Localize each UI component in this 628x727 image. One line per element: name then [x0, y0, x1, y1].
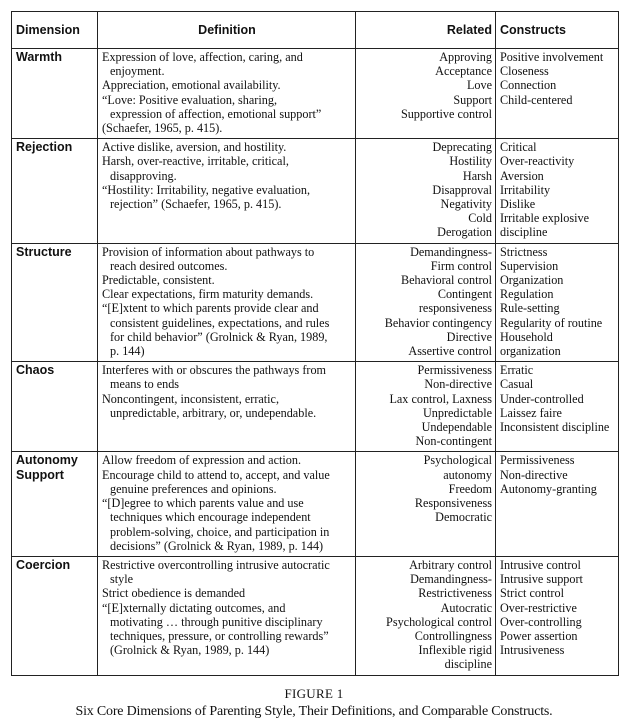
construct-term: Connection	[500, 78, 557, 93]
definition-line: Interferes with or obscures the pathways from	[102, 363, 327, 378]
related-term: Restrictiveness	[418, 586, 492, 601]
related-term: autonomy	[443, 467, 492, 482]
table-row	[12, 243, 619, 362]
construct-term: Dislike	[500, 197, 536, 212]
construct-term: Household organization	[500, 329, 561, 359]
related-term: Freedom	[448, 481, 492, 496]
header-definition: Definition	[98, 12, 356, 49]
dimension-cell	[12, 556, 98, 675]
related-term: Support	[453, 92, 492, 107]
definition-line: Allow freedom of expression and action.	[102, 453, 302, 468]
related-term: Behavior contingency	[384, 315, 492, 330]
related-term: Demandingness-	[410, 244, 492, 259]
related-term: Arbitrary control	[409, 557, 492, 572]
related-cell	[356, 49, 496, 139]
construct-term: discipline	[500, 225, 548, 240]
related-term: Cold	[468, 211, 492, 226]
related-term: Approving	[439, 50, 492, 64]
construct-term: Permissiveness	[500, 453, 575, 468]
dimension-name: Warmth	[16, 50, 63, 64]
constructs-cell	[496, 49, 619, 139]
construct-term: Casual	[500, 377, 534, 392]
construct-term: Strictness	[500, 244, 548, 259]
related-term: discipline	[444, 657, 492, 672]
construct-term: Over-controlling	[500, 614, 582, 629]
constructs-cell	[496, 139, 619, 243]
related-term: Non-contingent	[415, 434, 492, 449]
construct-term: Laissez faire	[500, 405, 562, 420]
related-term: responsiveness	[418, 301, 492, 316]
related-term: Autocratic	[440, 600, 492, 615]
definition-line: motivating … through punitive disciplinary	[110, 614, 323, 629]
construct-term: Over-restrictive	[500, 600, 577, 615]
definition-cell	[98, 49, 356, 139]
table-row	[12, 139, 619, 243]
header-dimension: Dimension	[12, 12, 98, 49]
construct-term: Erratic	[500, 363, 534, 378]
construct-term: Child-centered	[500, 92, 573, 107]
constructs-cell	[496, 556, 619, 675]
definition-line: techniques, pressure, or controlling rewards”	[110, 628, 329, 643]
related-term: Permissiveness	[417, 363, 492, 378]
construct-term: Regulation	[500, 287, 554, 302]
dimension-cell	[12, 243, 98, 362]
definition-line: “Hostility: Irritability, negative evaluation,	[102, 182, 311, 197]
related-term: Inflexible rigid	[418, 643, 492, 658]
definition-cell	[98, 362, 356, 452]
header-constructs: Constructs	[496, 12, 619, 49]
definition-line: consistent guidelines, expectations, and rules	[110, 315, 330, 330]
definition-line: techniques which encourage independent	[110, 510, 311, 525]
definition-line: expression of affection, emotional support”	[110, 106, 322, 121]
construct-term: Strict control	[500, 586, 564, 601]
related-term: Derogation	[437, 225, 492, 240]
dimension-cell	[12, 452, 98, 556]
definition-line: (Grolnick & Ryan, 1989, p. 144)	[110, 643, 270, 658]
related-term: Acceptance	[435, 64, 492, 79]
construct-term: Regularity of routine	[500, 315, 603, 330]
definition-cell	[98, 243, 356, 362]
construct-term: Intrusive support	[500, 572, 583, 587]
related-term: Lax control, Laxness	[389, 391, 492, 406]
definition-line: “Love: Positive evaluation, sharing,	[102, 92, 277, 107]
definition-line: for child behavior” (Grolnick & Ryan, 1989,	[110, 329, 328, 344]
related-term: Psychological	[423, 453, 492, 468]
construct-term: Over-reactivity	[500, 154, 575, 169]
table-body	[12, 49, 619, 676]
definition-line: Encourage child to attend to, accept, and value	[102, 467, 330, 482]
related-term: Behavioral control	[400, 273, 492, 288]
dimension-cell	[12, 362, 98, 452]
definition-line: problem-solving, choice, and participation in	[110, 524, 330, 539]
dimension-name: Structure	[16, 244, 72, 259]
related-cell	[356, 556, 496, 675]
constructs-cell	[496, 452, 619, 556]
related-term: Responsiveness	[414, 496, 492, 511]
definition-line: Clear expectations, firm maturity demands.	[102, 287, 314, 302]
table-row	[12, 362, 619, 452]
definition-line: Provision of information about pathways to	[102, 244, 315, 259]
related-term: Undependable	[421, 420, 492, 435]
related-term: Psychological control	[386, 614, 492, 629]
construct-term: Aversion	[500, 168, 544, 183]
definition-line: Harsh, over-reactive, irritable, critical,	[102, 154, 289, 169]
definition-line: “[E]xtent to which parents provide clear and	[102, 301, 319, 316]
definition-line: Strict obedience is demanded	[102, 586, 246, 601]
related-cell	[356, 243, 496, 362]
related-cell	[356, 452, 496, 556]
construct-term: Rule-setting	[500, 301, 560, 316]
definition-line: disapproving.	[110, 168, 177, 183]
dimension-cell	[12, 49, 98, 139]
related-cell	[356, 362, 496, 452]
definition-line: “[E]xternally dictating outcomes, and	[102, 600, 286, 615]
related-term: Demandingness-	[410, 572, 492, 587]
table-header-row	[12, 12, 619, 49]
definition-cell	[98, 139, 356, 243]
construct-term: Critical	[500, 140, 537, 155]
construct-term: Intrusive control	[500, 557, 581, 572]
related-term: Democratic	[435, 510, 492, 525]
definition-line: Active dislike, aversion, and hostility.	[102, 140, 287, 155]
definition-line: genuine preferences and opinions.	[110, 481, 277, 496]
construct-term: Irritable explosive	[500, 211, 590, 226]
construct-term: Organization	[500, 273, 564, 288]
related-term: Non-directive	[424, 377, 492, 392]
table-row	[12, 452, 619, 556]
related-term: Contingent	[437, 287, 492, 302]
definition-line: (Schaefer, 1965, p. 415).	[102, 121, 223, 136]
dimension-name: Rejection	[16, 140, 73, 155]
header-related: Related	[356, 12, 496, 49]
definition-cell	[98, 556, 356, 675]
definition-line: reach desired outcomes.	[110, 258, 228, 273]
related-term: Harsh	[462, 168, 492, 183]
related-term: Firm control	[430, 258, 492, 273]
constructs-cell	[496, 362, 619, 452]
construct-term: Power assertion	[500, 628, 578, 643]
definition-line: Appreciation, emotional availability.	[102, 78, 281, 93]
definition-line: “[D]egree to which parents value and use	[102, 496, 304, 511]
related-cell	[356, 139, 496, 243]
construct-term: Positive involvement	[500, 50, 604, 64]
table-row	[12, 556, 619, 675]
related-term: Assertive control	[408, 344, 492, 359]
definition-line: p. 144)	[110, 344, 145, 359]
construct-term: Non-directive	[500, 467, 568, 482]
related-term: Disapproval	[432, 182, 492, 197]
related-term: Negativity	[440, 197, 492, 212]
construct-term: Inconsistent discipline	[500, 420, 610, 435]
related-term: Unpredictable	[422, 405, 492, 420]
table-row	[12, 49, 619, 139]
figure-caption: Six Core Dimensions of Parenting Style, Their Definitions, and Comparable Constructs.	[75, 704, 553, 719]
definition-line: enjoyment.	[110, 64, 165, 79]
related-term: Hostility	[449, 154, 492, 169]
dimension-name: Autonomy	[16, 453, 78, 468]
definition-line: Expression of love, affection, caring, and	[102, 50, 303, 64]
dimension-name: Support	[16, 468, 64, 483]
constructs-cell	[496, 243, 619, 362]
definition-line: Predictable, consistent.	[102, 273, 215, 288]
definition-line: decisions” (Grolnick & Ryan, 1989, p. 144)	[110, 538, 324, 553]
construct-term: Autonomy-granting	[500, 481, 597, 496]
construct-term: Supervision	[500, 258, 559, 273]
construct-term: Under-controlled	[500, 391, 584, 406]
related-term: Deprecating	[432, 140, 492, 155]
definition-line: style	[110, 572, 134, 587]
dimensions-table	[11, 11, 619, 676]
related-term: Supportive control	[400, 106, 492, 121]
dimension-name: Chaos	[16, 363, 55, 378]
definition-cell	[98, 452, 356, 556]
construct-term: Irritability	[500, 182, 551, 197]
dimension-cell	[12, 139, 98, 243]
definition-line: unpredictable, arbitrary, or, undependable.	[110, 405, 317, 420]
construct-term: Intrusiveness	[500, 643, 565, 658]
definition-line: Noncontingent, inconsistent, erratic,	[102, 391, 280, 406]
related-term: Controllingness	[414, 628, 492, 643]
definition-line: means to ends	[110, 377, 180, 392]
related-term: Directive	[446, 329, 492, 344]
figure-label: FIGURE 1	[284, 686, 344, 701]
construct-term: Closeness	[500, 64, 549, 79]
related-term: Love	[466, 78, 492, 93]
definition-line: Restrictive overcontrolling intrusive autocratic	[102, 557, 330, 572]
definition-line: rejection” (Schaefer, 1965, p. 415).	[110, 197, 282, 212]
dimension-name: Coercion	[16, 557, 71, 572]
